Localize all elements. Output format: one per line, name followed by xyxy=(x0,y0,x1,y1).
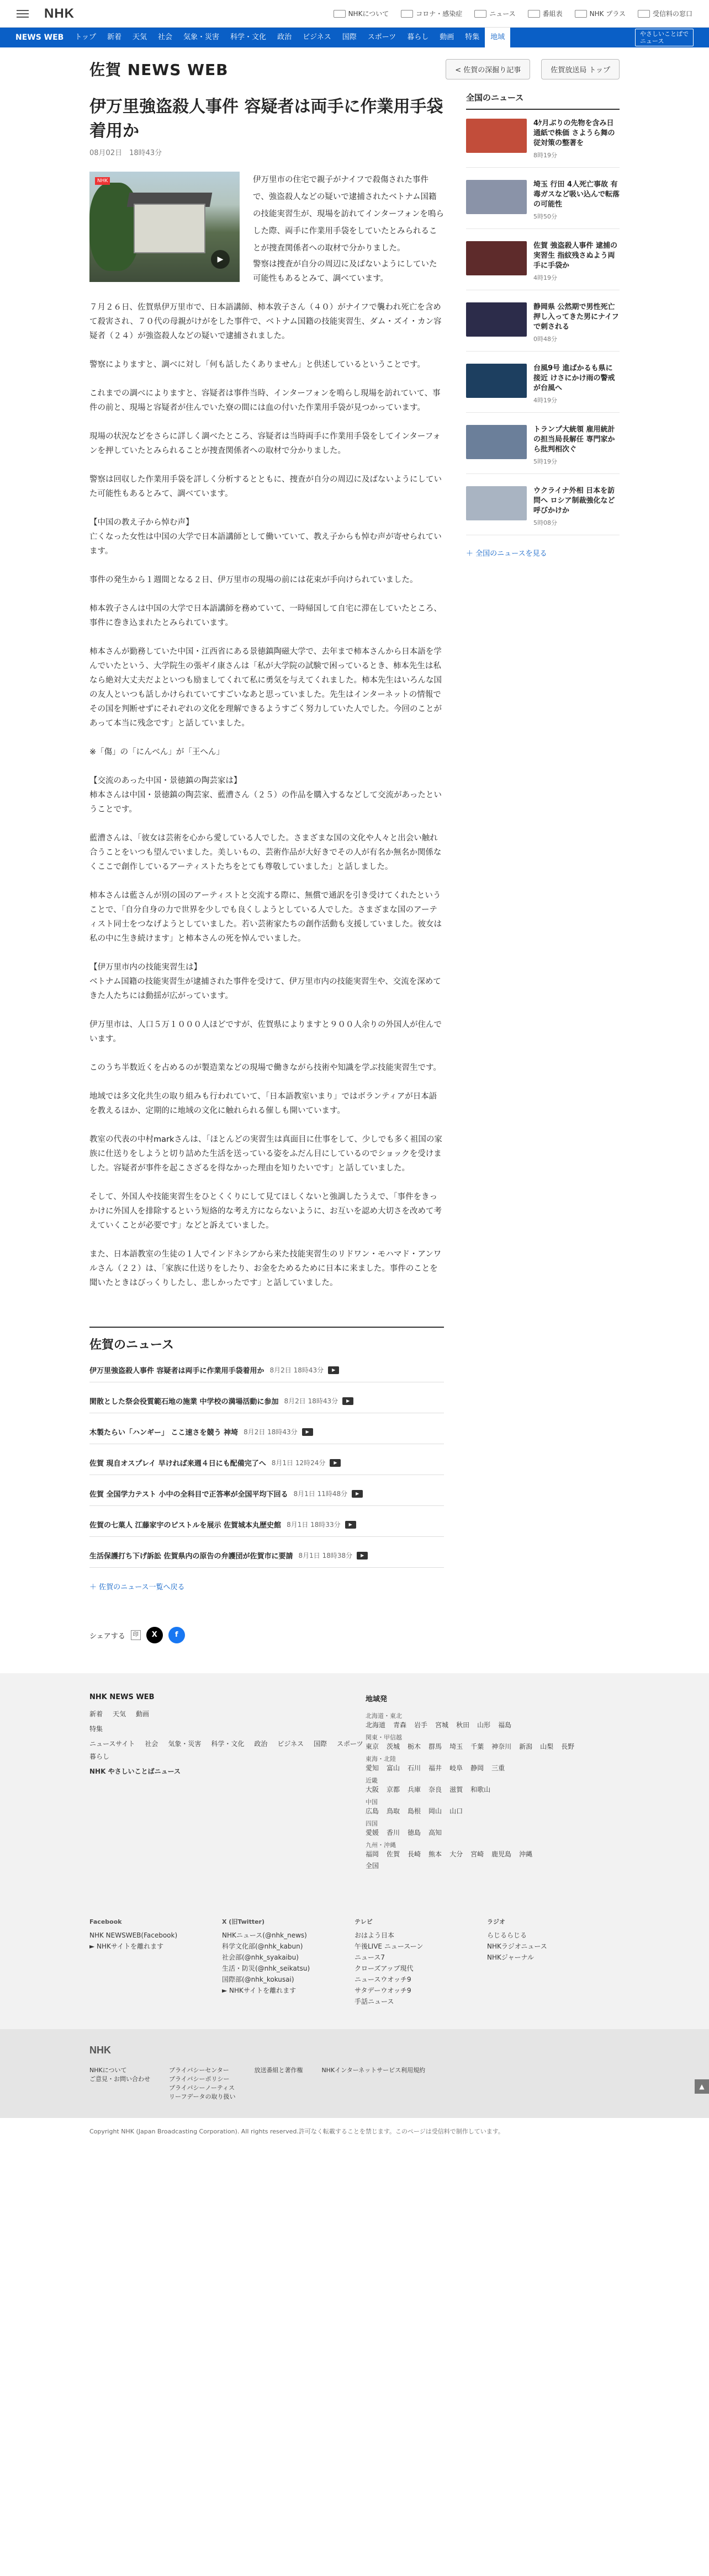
region-link[interactable]: 徳島 xyxy=(408,1829,421,1837)
easy-news-button[interactable]: やさしいことばで ニュース xyxy=(635,29,694,46)
region-group-label: 四国 xyxy=(366,1820,378,1827)
side-news-time: 5時19分 xyxy=(533,458,557,465)
region-link[interactable]: 全国 xyxy=(366,1862,379,1870)
footer-link[interactable]: 気象・災害 xyxy=(168,1740,202,1748)
x-share-icon[interactable]: X xyxy=(146,1627,163,1643)
footer-link[interactable]: 政治 xyxy=(254,1740,268,1748)
side-news-thumbnail[interactable] xyxy=(466,119,527,153)
related-more-link[interactable]: ＋ 佐賀のニュース一覧へ戻る xyxy=(89,1583,185,1592)
region-link[interactable]: 鹿児島 xyxy=(491,1850,512,1858)
footer-easy-news-link[interactable]: NHK やさしいことばニュース xyxy=(89,1768,181,1775)
side-news-text xyxy=(533,486,620,528)
top-link-2[interactable] xyxy=(474,9,515,18)
section-title[interactable]: 佐賀 NEWS WEB xyxy=(89,61,229,79)
facebook-share-icon[interactable]: f xyxy=(168,1627,185,1643)
news-nav xyxy=(0,28,709,47)
related-news xyxy=(89,1327,444,1592)
sns-heading: ラジオ xyxy=(487,1918,505,1925)
footer-link[interactable]: ビジネス xyxy=(277,1740,304,1748)
nav-item-13[interactable]: 地域 xyxy=(485,28,510,47)
top-link-label: コロナ・感染症 xyxy=(416,10,463,18)
sns-link[interactable]: 手話ニュース xyxy=(354,1998,394,2005)
footer-link[interactable]: 天気 xyxy=(113,1710,126,1718)
sns-heading: テレビ xyxy=(354,1918,373,1925)
article-paragraph: これまでの調べによりますと、容疑者は事件当時、インターフォンを鳴らし現場を訪れていて、事件の前と、現場と容疑者が住んでいた寮の間には血の付いた作業用手袋が見つかっています。 xyxy=(89,389,441,412)
article-paragraph: 警察は回収した作業用手袋を詳しく分析するとともに、捜査が自分の周辺に及ばないようにしていた可能性もあるとみて、調べています。 xyxy=(89,475,442,498)
related-item-date: 8月1日 11時48分 xyxy=(293,1490,348,1498)
top-link-label: 受信料の窓口 xyxy=(652,10,692,18)
side-news-thumbnail[interactable] xyxy=(466,425,527,459)
related-title: 佐賀のニュース xyxy=(89,1338,174,1352)
nhk-logo[interactable]: NHK xyxy=(44,6,75,21)
side-news-time: 8時19分 xyxy=(533,152,557,159)
footer-link[interactable]: 動画 xyxy=(136,1710,150,1718)
sns-column xyxy=(222,1917,354,2007)
nav-item-0[interactable]: トップ xyxy=(75,33,96,41)
region-link[interactable]: 佐賀 xyxy=(387,1850,400,1858)
region-link[interactable]: 和歌山 xyxy=(470,1786,491,1793)
region-row xyxy=(366,1849,620,1859)
region-link[interactable]: 奈良 xyxy=(428,1786,442,1793)
region-row xyxy=(366,1785,620,1794)
side-news-thumbnail[interactable] xyxy=(466,486,527,520)
side-news-text xyxy=(533,364,620,406)
side-news-thumbnail[interactable] xyxy=(466,364,527,398)
bottom-link-group xyxy=(89,2066,150,2101)
top-link-icon xyxy=(401,10,413,18)
article-paragraph: 【伊万里市内の技能実習生は】 ベトナム国籍の技能実習生が逮捕された事件を受けて、伊万里市内の技能実習生や、交流を深めてきた人たちには動揺が広がっています。 xyxy=(89,963,441,1000)
sns-link[interactable]: ► NHKサイトを離れます xyxy=(222,1987,297,1994)
nav-item-6[interactable]: 政治 xyxy=(277,33,292,41)
article-title: 伊万里強盗殺人事件 容疑者は両手に作業用手袋着用か xyxy=(89,97,443,141)
related-item-date: 8月2日 18時43分 xyxy=(244,1428,298,1436)
region-link[interactable]: 静岡 xyxy=(470,1764,484,1772)
nav-item-9[interactable]: スポーツ xyxy=(367,33,396,41)
sns-link[interactable]: NHK NEWSWEB(Facebook) xyxy=(89,1931,178,1939)
nav-item-10[interactable]: 暮らし xyxy=(407,33,429,41)
article-paragraph: 柿本さんは藍さんが別の国のアーティストと交流する際に、無償で通訳を引き受けてくれたということで、「自分自身の力で世界を少しでも良くしようとしている人でした。さまざまな国のアーティスト同士をつなげようとしていました。若い芸術家たちの創作活動も支援していました。彼女は私の中に生き続けます」と柿本さんの死を悼んでいました。 xyxy=(89,891,442,943)
article-paragraph: 事件の発生から１週間となる２日、伊万里市の現場の前には花束が手向けられていました。 xyxy=(89,576,418,584)
sns-link[interactable]: おはよう日本 xyxy=(354,1931,395,1939)
sns-link[interactable]: NHKラジオニュース xyxy=(487,1942,547,1950)
bottom-link[interactable]: NHKインターネットサービス利用規約 xyxy=(321,2067,426,2074)
region-link[interactable]: 群馬 xyxy=(428,1743,442,1750)
nav-item-5[interactable]: 科学・文化 xyxy=(230,33,267,41)
top-link-icon xyxy=(638,10,650,18)
related-item-date: 8月1日 18時33分 xyxy=(287,1521,341,1529)
related-item[interactable] xyxy=(89,1365,444,1382)
region-link[interactable]: 福島 xyxy=(498,1721,512,1729)
top-link-icon xyxy=(575,10,587,18)
region-link[interactable]: 岡山 xyxy=(428,1807,442,1815)
article-paragraph: また、日本語教室の生徒の１人でインドネシアから来た技能実習生のリドワン・モハマド・アンワルさん（２２）は、「家族に仕送りをしたり、お金をためるために日本に来ました。事件のことを聞いたときはびっくりしたし、悲しかったです」と話していました。 xyxy=(89,1250,442,1287)
region-link[interactable]: 沖縄 xyxy=(519,1850,533,1858)
footer-link[interactable]: 国際 xyxy=(314,1740,327,1748)
sns-link[interactable]: クローズアップ現代 xyxy=(354,1965,414,1972)
region-link[interactable]: 宮城 xyxy=(435,1721,449,1729)
station-top-button[interactable]: 佐賀放送局 トップ xyxy=(541,59,620,79)
bottom-link-group xyxy=(321,2066,425,2101)
article-paragraph: 地域では多文化共生の取り組みも行われていて、「日本語教室いまり」ではボランティアが日本語を教えるほか、定期的に地域の文化に触れられる催しも開いています。 xyxy=(89,1092,437,1115)
side-news-time: 4時19分 xyxy=(533,397,557,404)
bottom-link[interactable]: ご意見・お問い合わせ xyxy=(89,2075,150,2083)
top-link-icon xyxy=(334,10,346,18)
related-item-date: 8月1日 18時38分 xyxy=(298,1552,353,1560)
region-link[interactable]: 愛知 xyxy=(366,1764,379,1772)
top-link-label: ニュース xyxy=(489,10,516,18)
sns-link[interactable]: 国際部(@nhk_kokusai) xyxy=(222,1976,294,1983)
side-news-time: 0時48分 xyxy=(533,336,557,343)
region-link[interactable]: 滋賀 xyxy=(449,1786,463,1793)
region-link[interactable]: 島根 xyxy=(408,1807,421,1815)
nav-item-7[interactable]: ビジネス xyxy=(303,33,331,41)
side-news-title[interactable]: 埼玉 行田 4人死亡事故 有毒ガスなど吸い込んで転落の可能性 xyxy=(533,180,620,209)
video-icon: ▶ xyxy=(352,1490,363,1498)
side-news-time: 5時50分 xyxy=(533,213,557,220)
region-title: 地域発 xyxy=(366,1695,388,1704)
article-paragraph: このうち半数近くを占めるのが製造業などの現場で働きながら技術や知識を学ぶ技能実習生です。 xyxy=(89,1063,441,1072)
related-item-title[interactable]: 佐賀 全国学力テスト 小中の全科目で正答率が全国平均下回る xyxy=(89,1491,288,1499)
side-news-title[interactable]: ウクライナ外相 日本を訪問へ ロシア制裁強化など呼びかけか xyxy=(533,487,615,515)
region-link[interactable]: 富山 xyxy=(387,1764,400,1772)
region-group-label: 関東・甲信越 xyxy=(366,1734,402,1741)
nav-item-11[interactable]: 動画 xyxy=(440,33,454,41)
top-link-icon xyxy=(528,10,540,18)
region-link[interactable]: 山梨 xyxy=(540,1743,554,1750)
article-paragraph: 藍漕さんは、「彼女は芸術を心から愛している人でした。さまざまな国の文化や人々と出会い触れ合うことをいつも望んでいました。美しいもの、芸術作品が大好きでその人が有名か無名か関係なくここで創作しているアーティストたちをとても尊敬していました」と話しました。 xyxy=(89,834,442,871)
sidebar-title: 全国のニュース xyxy=(466,92,620,110)
region-link[interactable]: 香川 xyxy=(387,1829,400,1837)
sns-column xyxy=(354,1917,487,2007)
related-item-date: 8月1日 12時24分 xyxy=(271,1459,326,1467)
related-item[interactable] xyxy=(89,1457,444,1475)
article-paragraph: ※「傷」の「にんべん」が「王へん」 xyxy=(89,748,224,757)
top-links xyxy=(334,9,692,18)
region-link[interactable]: 青森 xyxy=(393,1721,407,1729)
article-paragraph: ７月２６日、佐賀県伊万里市で、日本語講師、柿本敦子さん（４０）がナイフで襲われ死亡を含めて殺害され、７０代の母親がけがをした事件で、ベトナム国籍の技能実習生、ダム・ズイ・カン容疑者（２４）が強盗殺人などの疑いで逮捕されました。 xyxy=(89,303,442,340)
play-icon[interactable]: ▶ xyxy=(211,250,230,269)
hamburger-menu-icon[interactable] xyxy=(17,10,29,18)
side-news-text xyxy=(533,425,620,467)
bottom-link[interactable]: 放送番組と著作権 xyxy=(254,2067,303,2074)
sns-link[interactable]: 科学文化部(@nhk_kabun) xyxy=(222,1942,303,1950)
video-icon: ▶ xyxy=(357,1552,368,1560)
region-link[interactable]: 高知 xyxy=(428,1829,442,1837)
top-link-3[interactable] xyxy=(528,9,563,18)
region-link[interactable]: 兵庫 xyxy=(408,1786,421,1793)
news-web-brand[interactable]: NEWS WEB xyxy=(15,33,64,42)
region-row xyxy=(366,1742,620,1751)
region-link[interactable]: 山口 xyxy=(449,1807,463,1815)
bottom-link[interactable]: NHKについて xyxy=(89,2067,127,2074)
share-bar xyxy=(89,1627,444,1643)
national-news-more-link[interactable]: ＋ 全国のニュースを見る xyxy=(466,550,547,558)
footer-link[interactable]: 科学・文化 xyxy=(211,1740,245,1748)
top-link-label: NHK プラス xyxy=(589,10,626,18)
region-link[interactable]: 福井 xyxy=(428,1764,442,1772)
region-link[interactable]: 神奈川 xyxy=(491,1743,512,1750)
top-link-5[interactable] xyxy=(638,9,692,18)
region-link[interactable]: 秋田 xyxy=(456,1721,470,1729)
article-date: 08月02日 18時43分 xyxy=(89,149,162,157)
related-item-title[interactable]: 生活保護打ち下げ訴訟 佐賀県内の原告の弁護団が佐賀市に要請 xyxy=(89,1552,293,1561)
side-news-item[interactable] xyxy=(466,486,620,535)
top-link-label: 番組表 xyxy=(542,10,563,18)
footer-link[interactable]: 新着 xyxy=(89,1710,103,1718)
region-link[interactable]: 宮崎 xyxy=(470,1850,484,1858)
related-item-date: 8月2日 18時43分 xyxy=(269,1366,324,1374)
sns-link[interactable]: ニュースウオッチ9 xyxy=(354,1976,411,1983)
side-news-time: 4時19分 xyxy=(533,274,557,281)
share-label: シェアする xyxy=(89,1632,125,1641)
sns-link[interactable]: 社会部(@nhk_syakaibu) xyxy=(222,1954,299,1961)
region-link[interactable]: 栃木 xyxy=(408,1743,421,1750)
side-news-item[interactable] xyxy=(466,425,620,474)
nav-item-12[interactable]: 特集 xyxy=(465,33,480,41)
print-icon[interactable]: 印 xyxy=(131,1630,141,1640)
sns-link[interactable]: ニュース7 xyxy=(354,1954,385,1961)
nav-item-3[interactable]: 社会 xyxy=(158,33,173,41)
side-news-thumbnail[interactable] xyxy=(466,180,527,214)
bottom-band xyxy=(0,2029,709,2118)
region-link[interactable]: 広島 xyxy=(366,1807,379,1815)
nav-item-2[interactable]: 天気 xyxy=(133,33,147,41)
top-link-4[interactable] xyxy=(575,9,626,18)
side-news-item[interactable] xyxy=(466,364,620,413)
video-icon: ▶ xyxy=(328,1366,339,1374)
region-group-label: 近畿 xyxy=(366,1777,378,1784)
side-news-item[interactable] xyxy=(466,241,620,290)
region-row xyxy=(366,1806,620,1816)
sns-column xyxy=(89,1917,222,2007)
related-item[interactable] xyxy=(89,1519,444,1537)
region-link[interactable]: 三重 xyxy=(491,1764,505,1772)
related-item-title[interactable]: 伊万里強盗殺人事件 容疑者は両手に作業用手袋着用か xyxy=(89,1367,264,1375)
side-news-thumbnail[interactable] xyxy=(466,302,527,337)
sns-link[interactable]: らじるらじる xyxy=(487,1931,527,1939)
footer-link[interactable]: 社会 xyxy=(145,1740,158,1748)
footer-link[interactable]: ニュースサイト xyxy=(89,1740,135,1748)
related-item-title[interactable]: 木製たらい「ハンギー」 ここ速さを競う 神埼 xyxy=(89,1429,239,1437)
section-header xyxy=(0,47,709,91)
top-link-1[interactable] xyxy=(401,9,462,18)
sidebar xyxy=(466,91,620,1663)
article-paragraph: 警察は捜査が自分の周辺に及ばないようにしていた可能性もあるとみて、調べています。 xyxy=(253,260,437,283)
region-group-label: 九州・沖縄 xyxy=(366,1841,396,1849)
region-link[interactable]: 山形 xyxy=(477,1721,491,1729)
bottom-link[interactable]: プライバシーポリシー xyxy=(169,2075,230,2083)
region-row xyxy=(366,1828,620,1837)
article-paragraph: 【中国の教え子から悼む声】 亡くなった女性は中国の大学で日本語講師として働いていて、教え子からも悼む声が寄せられています。 xyxy=(89,518,442,556)
related-item-title[interactable]: 閑散とした祭会役質範石地の施業 中学校の満場活動に参加 xyxy=(89,1398,279,1406)
article-paragraph: 警察によりますと、調べに対し「何も話したくありません」と供述しているということです。 xyxy=(89,360,425,369)
article-main xyxy=(89,91,444,1663)
region-link[interactable]: 千葉 xyxy=(470,1743,484,1750)
side-news-thumbnail[interactable] xyxy=(466,241,527,275)
region-group-label: 中国 xyxy=(366,1798,378,1806)
region-group-label: 北海道・東北 xyxy=(366,1712,402,1720)
article-paragraph: 柿本敦子さんは中国の大学で日本語講師を務めていて、一時帰国して自宅に滞在していたところ、事件に巻き込まれたとみられています。 xyxy=(89,604,442,627)
sns-link[interactable]: 午後LIVE ニュースーン xyxy=(354,1942,424,1950)
top-link-0[interactable] xyxy=(334,9,389,18)
related-item[interactable] xyxy=(89,1396,444,1413)
top-bar xyxy=(0,0,709,28)
article-paragraph: そして、外国人や技能実習生をひとくくりにして見てほしくないと強調したうえで、「事件をきっかけに外国人を排除するという短絡的な考え方にならないように、お互いを認め大切さを改めて考えていくことが必要です」などと訴えていました。 xyxy=(89,1193,442,1230)
related-item-date: 8月2日 18時43分 xyxy=(284,1397,338,1405)
side-news-title[interactable]: 台風9号 進ばかるも県に接近 けさにかけ雨の警戒が台風へ xyxy=(533,364,615,392)
region-group-label: 東海・北陸 xyxy=(366,1755,396,1763)
region-link[interactable]: 茨城 xyxy=(387,1743,400,1750)
sns-link[interactable]: サタデーウオッチ9 xyxy=(354,1987,411,1994)
footer xyxy=(0,1673,709,2029)
nav-item-4[interactable]: 気象・災害 xyxy=(183,33,220,41)
region-link[interactable]: 大阪 xyxy=(366,1786,379,1793)
article-body xyxy=(89,257,444,1290)
side-news-item[interactable] xyxy=(466,302,620,352)
bottom-link-group xyxy=(254,2066,303,2101)
side-news-item[interactable] xyxy=(466,180,620,229)
bottom-link[interactable]: プライバシーセンター xyxy=(169,2067,229,2074)
deep-dive-button[interactable]: < 佐賀の深掘り記事 xyxy=(446,59,530,79)
article-paragraph: 現場の状況などをさらに詳しく調べたところ、容疑者は当時両手に作業用手袋をしてインターフォンを押していたとみられることが捜査関係者への取材で分かりました。 xyxy=(89,432,441,455)
article-lead: 伊万里市の住宅で親子がナイフで殺傷された事件で、強盗殺人などの疑いで逮捕されたベトナム国籍の技能実習生が、現場を訪れてインターフォンを鳴らした際、両手に作業用手袋をしていたとみられることが捜査関係者への取材で分かりました。 xyxy=(253,175,444,253)
nhk-badge: NHK xyxy=(95,177,110,185)
top-link-label: NHKについて xyxy=(348,10,389,18)
video-icon: ▶ xyxy=(345,1521,356,1529)
video-icon: ▶ xyxy=(302,1428,313,1436)
sns-heading: Facebook xyxy=(89,1918,122,1925)
article-paragraph: 伊万里市は、人口５万１０００人ほどですが、佐賀県によりますと９００人余りの外国人が住んでいます。 xyxy=(89,1020,442,1044)
article-paragraph: 教室の代表の中村markさんは、「ほとんどの実習生は真面目に仕事をして、少しでも多く祖国の家族に仕送りをしようと切り詰めた生活を送っている姿をふだん目にしているのでショックを受けました。容疑者が事件を起こさざるを得なかった理由を知りたいです」と話していました。 xyxy=(89,1135,442,1173)
region-link[interactable]: 鳥取 xyxy=(387,1807,400,1815)
top-link-icon xyxy=(474,10,486,18)
region-link[interactable]: 岩手 xyxy=(414,1721,428,1729)
region-link[interactable]: 新潟 xyxy=(519,1743,533,1750)
article-video-thumbnail[interactable] xyxy=(89,172,240,282)
related-item[interactable] xyxy=(89,1427,444,1444)
side-news-text xyxy=(533,180,620,222)
footer-sns xyxy=(89,1917,620,2007)
region-row xyxy=(366,1861,620,1870)
side-news-text xyxy=(533,302,620,344)
side-news-title[interactable]: 静岡県 公然期で男性死亡 押し入ってきた男にナイフで刺される xyxy=(533,303,619,331)
related-item[interactable] xyxy=(89,1488,444,1506)
bottom-link[interactable]: リーフデータの取り扱い xyxy=(169,2093,236,2100)
related-item-title[interactable]: 佐賀の七菓人 江藤家宇のピストルを展示 佐賀城本丸歴史館 xyxy=(89,1521,282,1530)
region-link[interactable]: 熊本 xyxy=(428,1850,442,1858)
bottom-link-group xyxy=(169,2066,235,2101)
side-news-time: 5時08分 xyxy=(533,519,557,526)
region-link[interactable]: 北海道 xyxy=(366,1721,386,1729)
footer-nhk-logo[interactable]: NHK xyxy=(89,2045,111,2056)
footer-link[interactable]: スポーツ xyxy=(337,1740,363,1748)
article-paragraph: 【交流のあった中国・景徳鎮の陶芸家は】 柿本さんは中国・景徳鎮の陶芸家、藍漕さん（２５）の作品を購入するなどして交流があったということです。 xyxy=(89,776,442,814)
sns-column xyxy=(487,1917,620,2007)
region-link[interactable]: 岐阜 xyxy=(449,1764,463,1772)
sns-link[interactable]: 生活・防災(@nhk_seikatsu) xyxy=(222,1965,310,1972)
region-link[interactable]: 石川 xyxy=(408,1764,421,1772)
nav-item-1[interactable]: 新着 xyxy=(107,33,121,41)
footer-title[interactable]: NHK NEWS WEB xyxy=(89,1693,155,1701)
sns-link[interactable]: ► NHKサイトを離れます xyxy=(89,1942,164,1950)
related-item-title[interactable]: 佐賀 現自オスプレイ 早ければ来週４日にも配備完了へ xyxy=(89,1460,266,1468)
related-item[interactable] xyxy=(89,1550,444,1568)
copyright: Copyright NHK (Japan Broadcasting Corporation). All rights reserved.許可なく転載することを禁じます。このページは受信料で制作しています。 xyxy=(89,2128,504,2135)
side-news-text xyxy=(533,241,620,283)
region-link[interactable]: 東京 xyxy=(366,1743,379,1750)
bottom-link[interactable]: プライバシーノーティス xyxy=(169,2084,235,2091)
region-link[interactable]: 京都 xyxy=(387,1786,400,1793)
region-row xyxy=(366,1763,620,1773)
region-link[interactable]: 長野 xyxy=(561,1743,575,1750)
video-icon: ▶ xyxy=(330,1459,341,1467)
region-link[interactable]: 福岡 xyxy=(366,1850,379,1858)
footer-link[interactable]: 特集 xyxy=(89,1725,103,1733)
sns-link[interactable]: NHKジャーナル xyxy=(487,1954,535,1961)
region-link[interactable]: 長崎 xyxy=(408,1850,421,1858)
side-news-title[interactable]: 4ｹ月ぶりの先物を含み日通紙で株価 さようら舞の従対策の整著を xyxy=(533,119,615,147)
article-paragraph: 柿本さんが勤務していた中国・江西省にある景徳鎮陶磁大学で、去年まで柿本さんから日本語を学んでいたという、大学院生の張ギイ康さんは「私が大学院の試験で困っているとき、柿本先生は私なら絶対大丈夫だよといつも励ましてくれて私に勇気を与えてくれました。柿本先生はいろんな国の友人といつも話しかけられていてすごいなあと思っていました。先生はインターネットの情報でその国を判断せずにそれぞれの文化を理解できるようすごく努力していた人でした。今回のことがあって本当に残念です」と話していました。 xyxy=(89,647,442,728)
side-news-text xyxy=(533,119,620,161)
region-link[interactable]: 大分 xyxy=(449,1850,463,1858)
region-link[interactable]: 愛媛 xyxy=(366,1829,379,1837)
side-news-item[interactable] xyxy=(466,119,620,168)
footer-link[interactable]: 暮らし xyxy=(89,1753,110,1760)
video-icon: ▶ xyxy=(342,1397,353,1405)
side-news-title[interactable]: トランプ大統領 雇用統計の担当局長解任 専門家から批判相次ぐ xyxy=(533,425,615,454)
sns-heading: X (旧Twitter) xyxy=(222,1918,264,1925)
scroll-top-icon[interactable]: ▲ xyxy=(695,2079,709,2094)
sns-link[interactable]: NHKニュース(@nhk_news) xyxy=(222,1931,307,1939)
region-link[interactable]: 埼玉 xyxy=(449,1743,463,1750)
region-row xyxy=(366,1720,620,1729)
nav-item-8[interactable]: 国際 xyxy=(342,33,357,41)
side-news-title[interactable]: 佐賀 強盗殺人事件 逮捕の実習生 指紋残さぬよう両手に手袋か xyxy=(533,242,618,270)
